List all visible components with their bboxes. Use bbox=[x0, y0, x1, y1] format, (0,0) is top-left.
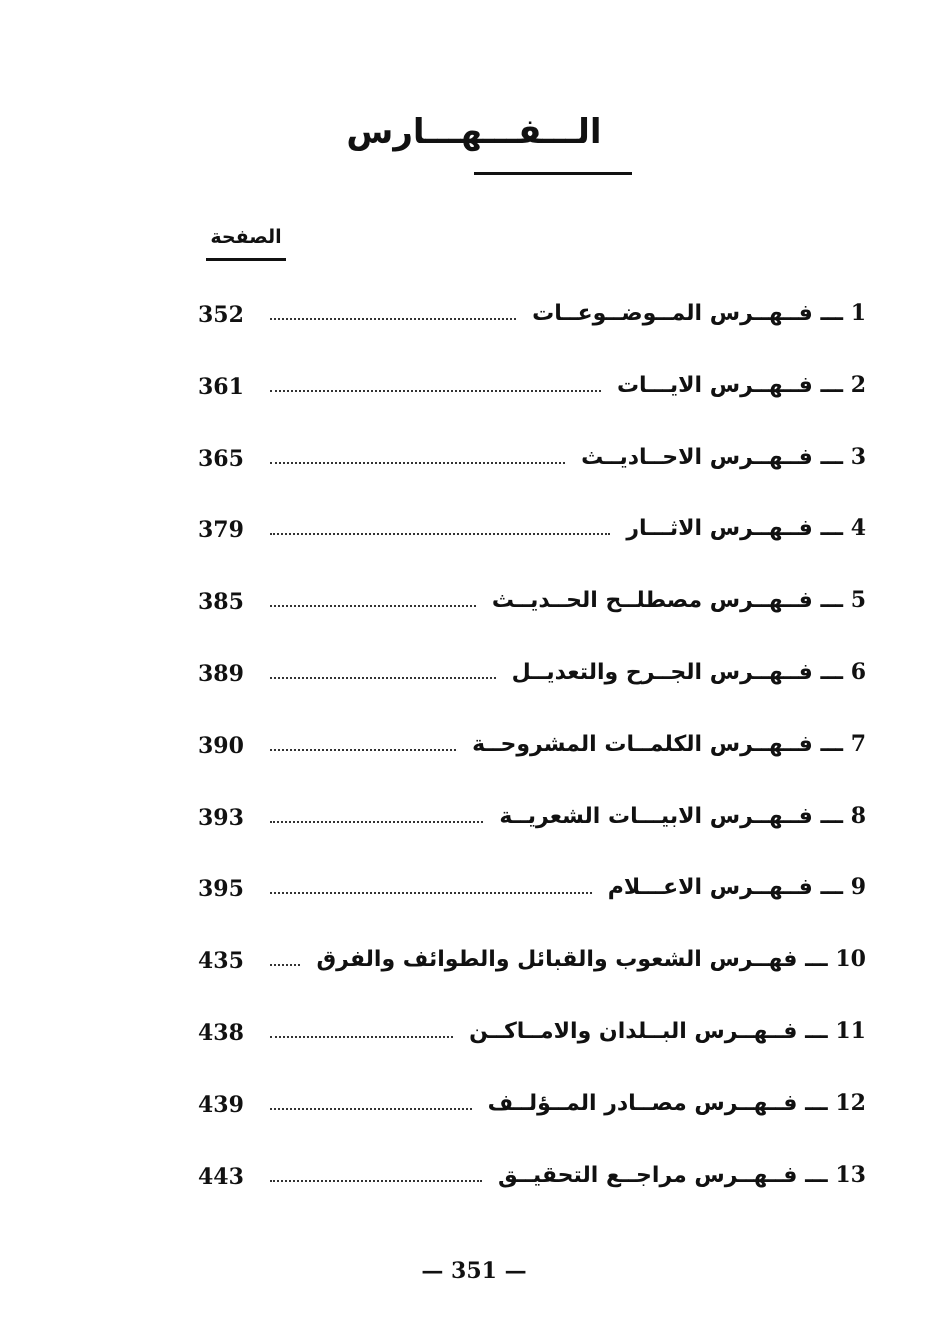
toc-entry-number: 6 bbox=[850, 659, 866, 685]
toc-entry bbox=[198, 659, 866, 699]
toc-entry-dash: ـــ bbox=[820, 373, 844, 398]
toc-entry-label: فــهــرس الاحــاديــث bbox=[581, 445, 813, 470]
toc-entry bbox=[198, 515, 866, 555]
toc-entry-title bbox=[316, 946, 866, 972]
toc-entry-dash: ـــ bbox=[820, 588, 844, 613]
toc-entry-number: 13 bbox=[835, 1162, 866, 1188]
toc-entry-dash: ـــ bbox=[805, 947, 828, 972]
page-title: الـــفـــهـــارس bbox=[346, 112, 602, 152]
toc-entry-title bbox=[626, 515, 866, 541]
dot-leader bbox=[270, 1036, 453, 1038]
toc-entry-number: 8 bbox=[850, 803, 866, 829]
toc-entry-number: 10 bbox=[835, 946, 866, 972]
toc-entry-number: 4 bbox=[850, 515, 866, 541]
toc-entry-dash: ـــ bbox=[805, 1019, 828, 1044]
toc-entry-label: فــهــرس الابيـــات الشعريــة bbox=[499, 804, 813, 829]
toc-entry-page-number: 438 bbox=[198, 1020, 244, 1046]
toc-entry-page-number: 389 bbox=[198, 661, 244, 687]
toc-entry-page-number: 385 bbox=[198, 589, 244, 615]
dot-leader bbox=[270, 318, 516, 320]
toc-entry-label: فــهــرس المــوضــوعــات bbox=[532, 301, 813, 326]
dot-leader bbox=[270, 821, 483, 823]
toc-entry-label: فهــرس الشعوب والقبائل والطوائف والفرق bbox=[316, 947, 798, 972]
toc-entry-label: فــهــرس مصــادر المــؤلــف bbox=[487, 1091, 798, 1116]
toc-entry-number: 1 bbox=[850, 300, 866, 326]
toc-entry-dash: ـــ bbox=[805, 1163, 828, 1188]
dot-leader bbox=[270, 964, 300, 966]
toc-entry-dash: ـــ bbox=[820, 516, 844, 541]
toc-entry-page-number: 361 bbox=[198, 374, 244, 400]
toc-entry-number: 9 bbox=[850, 874, 866, 900]
toc-entry bbox=[198, 1090, 866, 1130]
dot-leader bbox=[270, 749, 456, 751]
toc-entry-title bbox=[499, 803, 866, 829]
toc-entry-number: 2 bbox=[850, 372, 866, 398]
toc-entry-title bbox=[581, 444, 866, 470]
toc-entry-dash: ـــ bbox=[820, 445, 844, 470]
toc-entry-label: فــهــرس الايـــات bbox=[616, 373, 813, 398]
toc-entry-number: 7 bbox=[850, 731, 866, 757]
dot-leader bbox=[270, 892, 592, 894]
toc-entry-page-number: 393 bbox=[198, 805, 244, 831]
toc-entry-page-number: 435 bbox=[198, 948, 244, 974]
toc-entry-title bbox=[492, 587, 866, 613]
toc-entry-dash: ـــ bbox=[820, 301, 844, 326]
toc-entry-dash: ـــ bbox=[805, 1091, 828, 1116]
toc-entry bbox=[198, 874, 866, 914]
toc-entry-label: فــهــرس الجــرح والتعديــل bbox=[511, 660, 813, 685]
page-column-header: الصفحة bbox=[210, 226, 282, 248]
toc-entry-label: فــهــرس مصطلــح الحــديــث bbox=[491, 588, 813, 613]
toc-entry-page-number: 379 bbox=[198, 517, 244, 543]
toc-entry-dash: ـــ bbox=[820, 660, 844, 685]
footer-page-number: — 351 — bbox=[421, 1258, 527, 1284]
toc-entry-number: 3 bbox=[850, 444, 866, 470]
dot-leader bbox=[270, 1108, 472, 1110]
toc-entry-label: فــهــرس الاثـــار bbox=[626, 516, 813, 541]
toc-entry-title bbox=[532, 300, 866, 326]
toc-entry-label: فــهــرس الاعـــلام bbox=[607, 875, 813, 900]
toc-entry-title bbox=[469, 1018, 866, 1044]
toc-entry-title bbox=[472, 731, 866, 757]
dot-leader bbox=[270, 533, 610, 535]
toc-entry-label: فــهــرس البــلدان والامــاكــن bbox=[469, 1019, 798, 1044]
toc-entry-label: فــهــرس مراجــع التحقيــق bbox=[498, 1163, 798, 1188]
toc-entry-title bbox=[488, 1090, 866, 1116]
toc-entry bbox=[198, 300, 866, 340]
toc-entry-page-number: 365 bbox=[198, 446, 244, 472]
toc-entry bbox=[198, 1162, 866, 1202]
toc-entry-page-number: 395 bbox=[198, 876, 244, 902]
dot-leader bbox=[270, 390, 601, 392]
toc-entry bbox=[198, 731, 866, 771]
toc-entry-dash: ـــ bbox=[820, 875, 844, 900]
dot-leader bbox=[270, 462, 565, 464]
toc-entry-title bbox=[617, 372, 866, 398]
toc-entry-number: 5 bbox=[850, 587, 866, 613]
toc-entry-title bbox=[512, 659, 866, 685]
toc-entry-dash: ـــ bbox=[820, 804, 844, 829]
toc-entry bbox=[198, 946, 866, 986]
toc-entry-page-number: 390 bbox=[198, 733, 244, 759]
toc-entry-number: 12 bbox=[835, 1090, 866, 1116]
toc-entry-dash: ـــ bbox=[820, 732, 844, 757]
toc-entry bbox=[198, 1018, 866, 1058]
toc-entry-title bbox=[608, 874, 866, 900]
toc-entry bbox=[198, 444, 866, 484]
toc-entry bbox=[198, 587, 866, 627]
toc-entry-title bbox=[498, 1162, 866, 1188]
dot-leader bbox=[270, 1180, 482, 1182]
dot-leader bbox=[270, 677, 496, 679]
toc-entry-number: 11 bbox=[835, 1018, 866, 1044]
toc-entry bbox=[198, 372, 866, 412]
dot-leader bbox=[270, 605, 476, 607]
toc-entry-page-number: 352 bbox=[198, 302, 244, 328]
toc-entry-page-number: 443 bbox=[198, 1164, 244, 1190]
toc-entry-label: فــهــرس الكلمــات المشروحــة bbox=[472, 732, 813, 757]
toc-entry-page-number: 439 bbox=[198, 1092, 244, 1118]
toc-entry bbox=[198, 803, 866, 843]
